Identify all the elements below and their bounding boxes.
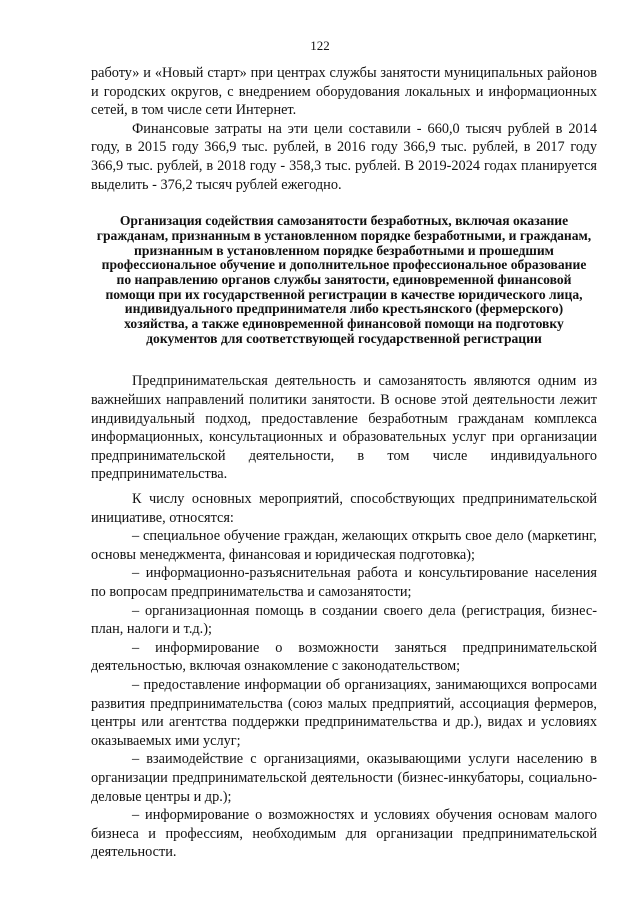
page-number: 122: [310, 38, 330, 53]
list-item-education-info: – информирование о возможностях и условиях обучения основам малого бизнеса и профессиям, необходимым для организации предпринимательской деятельности.: [91, 807, 597, 861]
paragraph-intro: Предпринимательская деятельность и самозанятость являются одним из важнейших направлений политики занятости. В основе этой деятельности лежит индивидуальный подход, предоставление безработным гражданам комплекса информационных, консультационных и образовательных услуг при организации предпринимательской деятельности, в том числе индивидуального предпринимательства.: [91, 373, 597, 483]
list-item-interaction: – взаимодействие с организациями, оказывающими услуги населению в организации предпринимательской деятельности (бизнес-инкубаторы, социально-деловые центры и др.);: [91, 751, 597, 805]
paragraph-measures-intro: К числу основных мероприятий, способствующих предпринимательской инициативе, относятся:: [91, 491, 597, 526]
page-content: [91, 64, 597, 862]
list-item-informing-legislation: – информирование о возможности заняться предпринимательской деятельностью, включая ознакомление с законодательством;: [91, 639, 597, 675]
list-item-training: – специальное обучение граждан, желающих открыть свое дело (маркетинг, основы менеджмента, финансовая и юридическая подготовка);: [91, 528, 597, 563]
list-item-organizational-help: – организационная помощь в создании своего дела (регистрация, бизнес-план, налоги и т.д.);: [91, 602, 597, 638]
paragraph-financing: Финансовые затраты на эти цели составили - 660,0 тысяч рублей в 2014 году, в 2015 году 366,9 тыс. рублей, в 2016 году 366,9 тыс. рублей, в 2017 году 366,9 тыс. рублей, в 2018 году - 358,3 тыс. рублей. В 2019-2024 годах планируется выделить - 376,2 тысяч рублей ежегодно.: [91, 120, 597, 193]
section-heading: Организация содействия самозанятости безработных, включая оказание гражданам, признанным в установленном порядке безработными, и гражданам, признанным в установленном порядке безработными и прошедшим профессиональное обучение и дополнительное профессиональное образование по направлению органов службы занятости, единовременной финансовой помощи при их государственной регистрации в качестве юридического лица, индивидуального предпринимателя либо крестьянского (фермерского) хозяйства, а также единовременной финансовой помощи на подготовку документов для соответствующей государственной регистрации: [96, 213, 592, 346]
list-item-consulting: – информационно-разъяснительная работа и консультирование населения по вопросам предпринимательства и самозанятости;: [91, 565, 597, 601]
paragraph-continuation: работу» и «Новый старт» при центрах службы занятости муниципальных районов и городских округов, с внедрением оборудования локальных и информационных сетей, в том числе сети Интернет.: [91, 65, 597, 119]
list-item-organizations-info: – предоставление информации об организациях, занимающихся вопросами развития предпринимательства (союз малых предприятий, ассоциация фермеров, центры или агентства поддержки предпринимательства и др.), видах и условиях оказываемых ими услуг;: [91, 676, 597, 749]
